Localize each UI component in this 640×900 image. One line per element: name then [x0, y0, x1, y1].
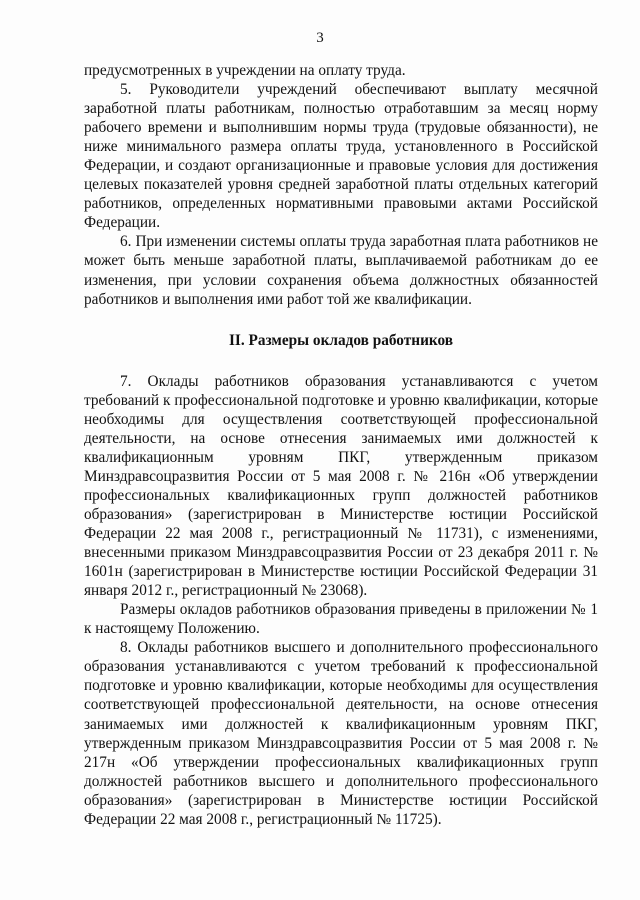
section-heading: II. Размеры окладов работников: [228, 331, 454, 349]
paragraph-item-5: 5. Руководители учреждений обеспечивают выплату месячной заработной платы работникам, полностью отработавшим за месяц норму рабочего времени и выполнившим нормы труда (трудовые обязанности), не ниже минимального размера оплаты труда, установленного в Российской Федерации, и создают организационные и правовые условия для достижения целевых показателей уровня средней заработной платы отдельных категорий работников, определенных нормативными правовыми актами Российской Федерации.: [84, 81, 598, 232]
page-number: 3: [316, 30, 324, 46]
document-body: [84, 61, 598, 829]
paragraph-item-6: 6. При изменении системы оплаты труда заработная плата работников не может быть меньше заработной платы, выплачиваемой работникам до ее изменения, при условии сохранения объема должностных обязанностей работников и выполнения ими работ той же квалификации.: [84, 233, 598, 308]
paragraph-continuation: предусмотренных в учреждении на оплату труда.: [84, 62, 406, 79]
paragraph-salary-reference: Размеры окладов работников образования приведены в приложении № 1 к настоящему Положению.: [84, 601, 598, 638]
paragraph-item-7: 7. Оклады работников образования устанавливаются с учетом требований к профессиональной подготовке и уровню квалификации, которые необходимы для осуществления соответствующей профессиональной деятельности, на основе отнесения занимаемых ими должностей к квалификационным уровням ПКГ, утвержденным приказом Минздравсоцразвития России от 5 мая 2008 г. № 216н «Об утверждении профессиональных квалификационных групп должностей работников образования» (зарегистрирован в Министерстве юстиции Российской Федерации 22 мая 2008 г., регистрационный № 11731), с изменениями, внесенными приказом Минздравсоцразвития России от 23 декабря 2011 г. № 1601н (зарегистрирован в Министерстве юстиции Российской Федерации 31 января 2012 г., регистрационный № 23068).: [84, 372, 598, 600]
paragraph-item-8: 8. Оклады работников высшего и дополнительного профессионального образования устанавливаются с учетом требований к профессиональной подготовке и уровню квалификации, которые необходимы для осуществления соответствующей профессиональной деятельности, на основе отнесения занимаемых ими должностей к квалификационным уровням ПКГ, утвержденным приказом Минздравсоцразвития России от 5 мая 2008 г. № 217н «Об утверждении профессиональных квалификационных групп должностей работников высшего и дополнительного профессионального образования» (зарегистрирован в Министерстве юстиции Российской Федерации 22 мая 2008 г., регистрационный № 11725).: [84, 639, 598, 828]
